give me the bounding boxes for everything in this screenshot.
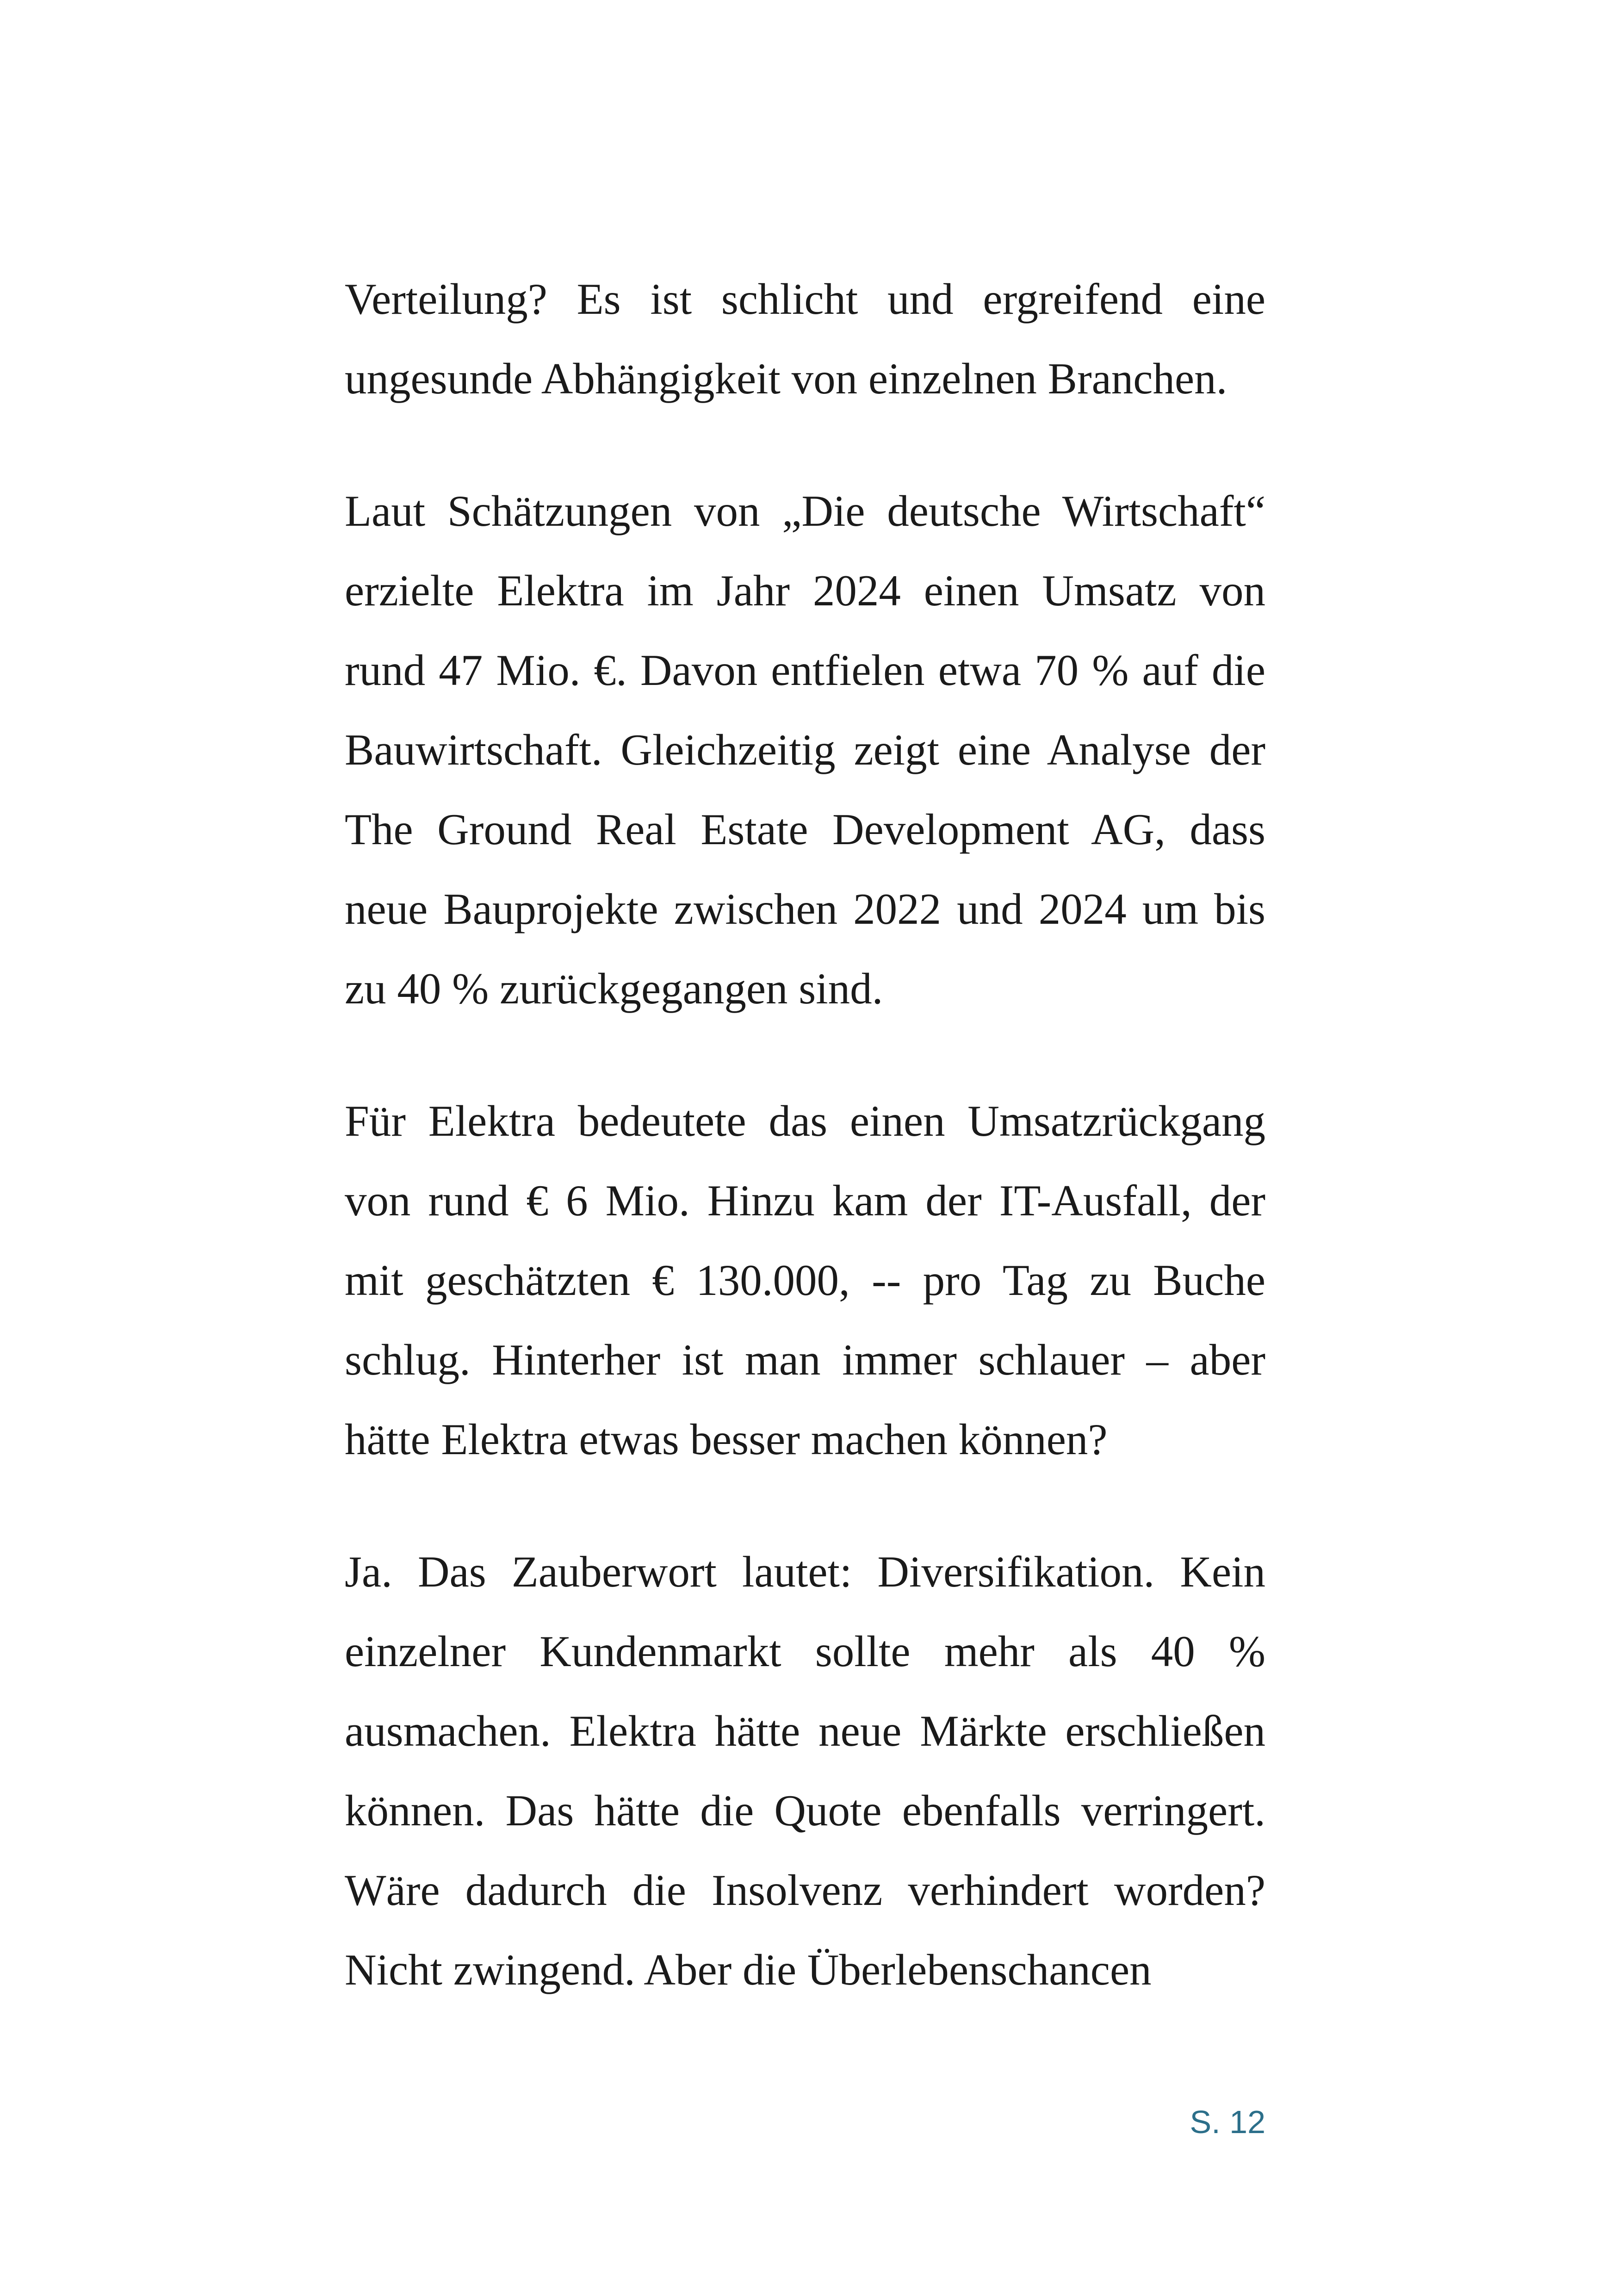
- page-number: S. 12: [1190, 2104, 1265, 2140]
- paragraph: Für Elektra bedeutete das einen Umsatzrückgang von rund € 6 Mio. Hinzu kam der IT-Ausfall, der mit geschätzten € 130.000, -- pro Tag zu Buche schlug. Hinterher ist man immer schlauer – aber hätte Elektra etwas besser machen können?: [345, 1096, 1265, 1464]
- paragraph: Verteilung? Es ist schlicht und ergreifend eine ungesunde Abhängigkeit von einzelnen Branchen.: [345, 274, 1265, 403]
- paragraph: Ja. Das Zauberwort lautet: Diversifikation. Kein einzelner Kundenmarkt sollte mehr als 40 % ausmachen. Elektra hätte neue Märkte erschließen können. Das hätte die Quote ebenfalls verringert. Wäre dadurch die Insolvenz verhindert worden? Nicht zwingend. Aber die Überlebenschancen: [345, 1547, 1265, 1994]
- paragraph: Laut Schätzungen von „Die deutsche Wirtschaft“ erzielte Elektra im Jahr 2024 einen Umsatz von rund 47 Mio. €. Davon entfielen etwa 70 % auf die Bauwirtschaft. Gleichzeitig zeigt eine Analyse der The Ground Real Estate Development AG, dass neue Bauprojekte zwischen 2022 und 2024 um bis zu 40 % zurückgegangen sind.: [345, 486, 1265, 1013]
- body-text: [345, 259, 1265, 2010]
